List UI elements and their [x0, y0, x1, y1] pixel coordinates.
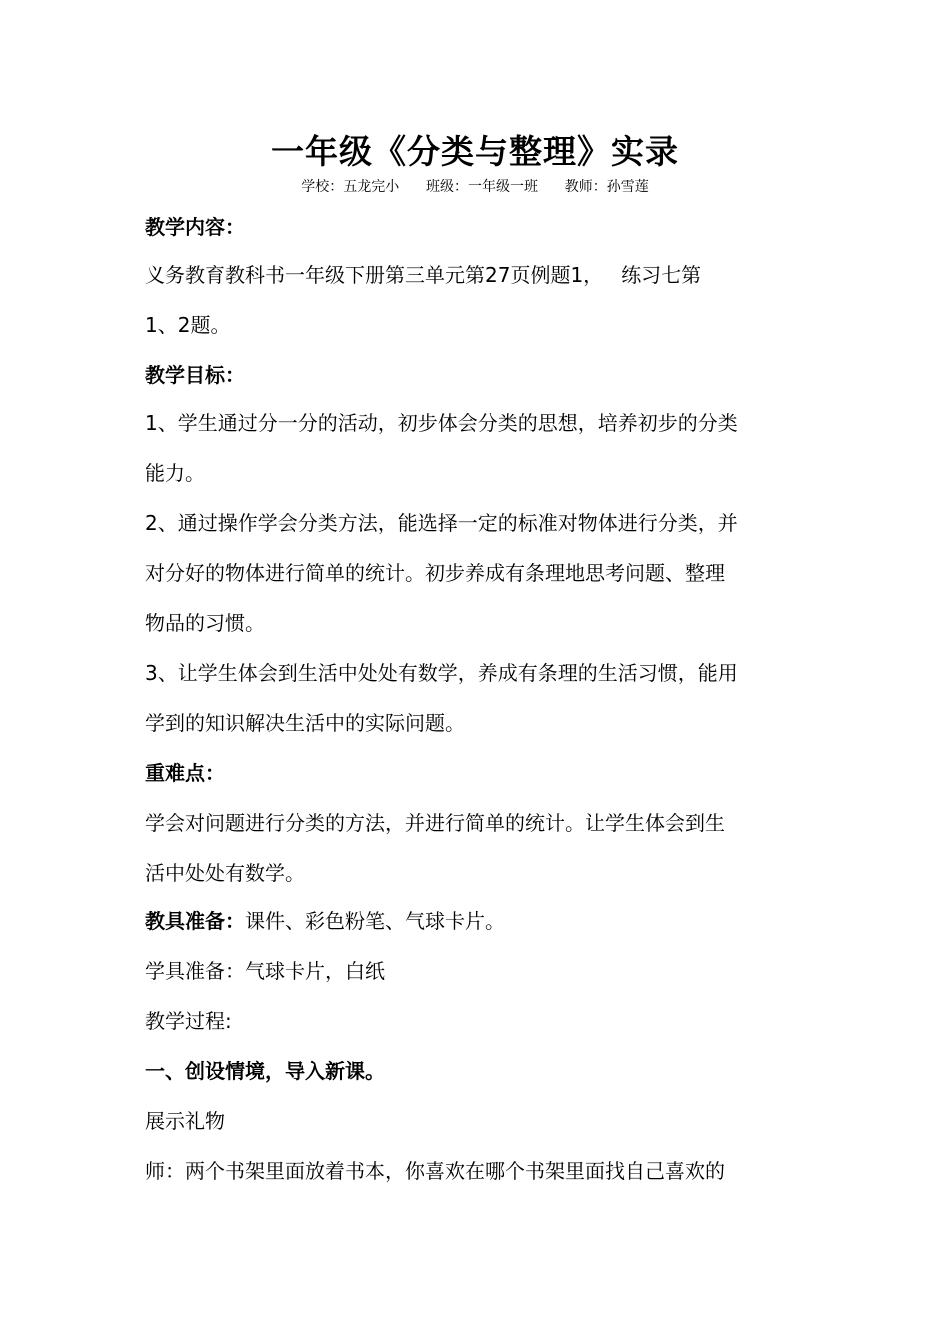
content-heading: 教学内容：	[145, 215, 245, 239]
key-points-line-1: 学会对问题进行分类的方法，并进行简单的统计。让学生体会到生	[145, 811, 725, 835]
content-line-1b: 练习七第	[621, 263, 702, 287]
teaching-tools	[145, 906, 810, 936]
goal-1-line-2: 能力。	[145, 461, 205, 485]
part-1-heading: 一、创设情境，导入新课。	[145, 1059, 385, 1083]
goal-2-line-3: 物品的习惯。	[145, 611, 265, 635]
goal-3-line-2: 学到的知识解决生活中的实际问题。	[145, 711, 465, 735]
part-1-line-2: 师：两个书架里面放着书本，你喜欢在哪个书架里面找自己喜欢的	[145, 1159, 725, 1183]
teaching-tools-value: 课件、彩色粉笔、气球卡片。	[245, 909, 505, 933]
content-line-1	[145, 260, 810, 290]
key-points-line-2: 活中处处有数学。	[145, 861, 305, 885]
goal-2-line-2: 对分好的物体进行简单的统计。初步养成有条理地思考问题、整理	[145, 561, 725, 585]
teaching-process: 教学过程:	[145, 1009, 232, 1033]
content-line-1a: 义务教育教科书一年级下册第三单元第27页例题1，	[145, 263, 604, 287]
document-title: 一年级《分类与整理》实录	[271, 132, 679, 171]
goal-3-line-1: 3、让学生体会到生活中处处有数学，养成有条理的生活习惯，能用	[145, 661, 738, 685]
goal-1-line-1: 1、学生通过分一分的活动，初步体会分类的思想，培养初步的分类	[145, 411, 738, 435]
key-points-heading: 重难点：	[145, 761, 225, 785]
part-1-line-1: 展示礼物	[145, 1109, 225, 1133]
goals-heading: 教学目标：	[145, 363, 245, 387]
document-subtitle: 学校：五龙完小 班级：一年级一班 教师：孙雪莲	[301, 179, 649, 195]
student-tools: 学具准备：气球卡片，白纸	[145, 959, 385, 983]
teaching-tools-label: 教具准备：	[145, 909, 245, 933]
goal-2-line-1: 2、通过操作学会分类方法，能选择一定的标准对物体进行分类，并	[145, 511, 738, 535]
content-line-2: 1、2题。	[145, 313, 231, 337]
